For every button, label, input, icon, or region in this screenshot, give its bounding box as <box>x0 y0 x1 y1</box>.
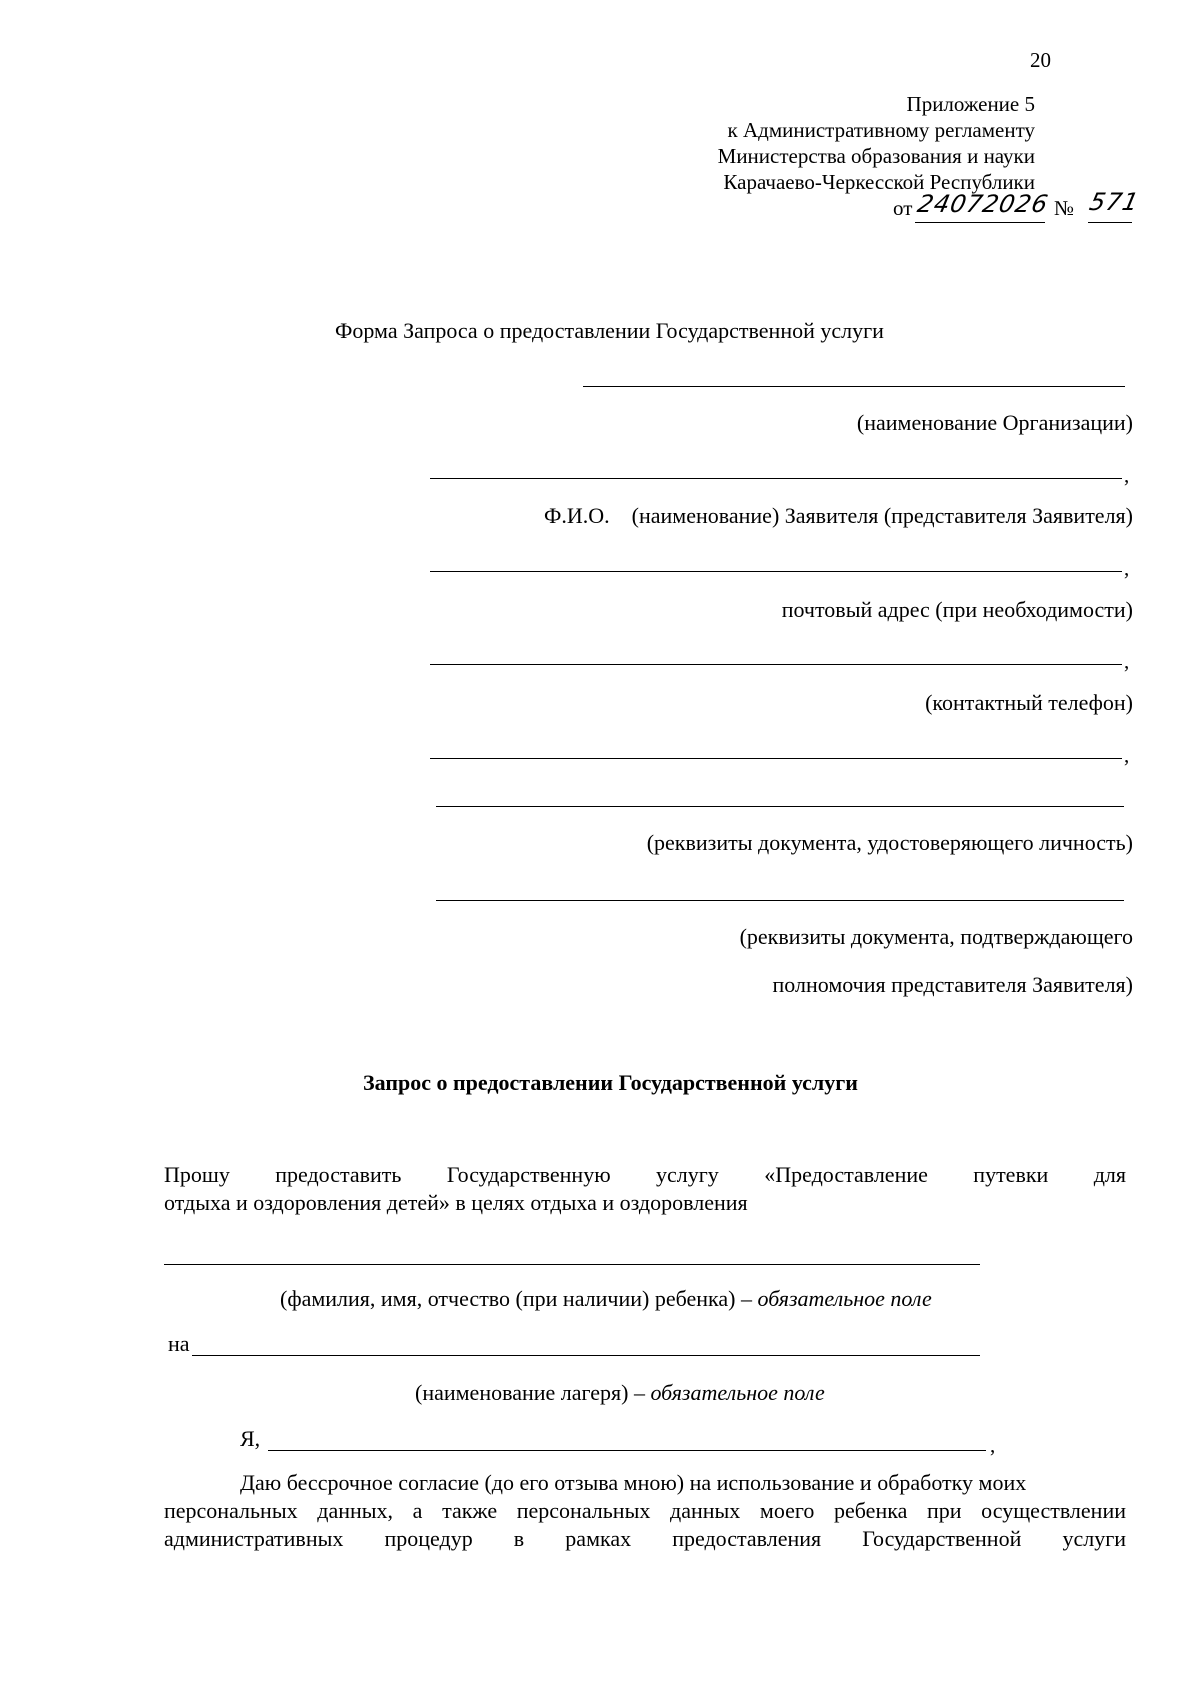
form-title: Форма Запроса о предоставлении Государственной услуги <box>335 318 884 343</box>
appendix-line-4: Карачаево-Черкесской Республики <box>723 170 1035 194</box>
ya-comma: , <box>990 1433 996 1457</box>
appendix-line-3: Министерства образования и науки <box>717 144 1035 168</box>
child-name-line[interactable] <box>164 1264 980 1265</box>
postal-comma: , <box>1124 556 1130 580</box>
camp-line[interactable] <box>192 1355 980 1356</box>
authority-doc-label-2: полномочия представителя Заявителя) <box>772 972 1133 997</box>
appendix-number-handwritten: 571 <box>1087 188 1142 216</box>
appendix-date-handwritten: 24072026 <box>915 190 1052 218</box>
applicant-comma: , <box>1124 463 1130 487</box>
child-name-label <box>280 1286 932 1312</box>
page-number: 20 <box>1030 48 1051 72</box>
ya-prefix: Я, <box>240 1426 261 1451</box>
ya-line[interactable] <box>268 1450 986 1451</box>
identity-doc-label: (реквизиты документа, удостоверяющего личность) <box>646 830 1133 855</box>
appendix-line-2: к Административному регламенту <box>727 118 1035 142</box>
consent-line-2: персональных данных, а также персональных данных моего ребенка при осуществлении <box>164 1498 1126 1523</box>
extra-comma: , <box>1124 743 1130 767</box>
extra-line[interactable] <box>430 758 1122 759</box>
applicant-label: Ф.И.О. (наименование) Заявителя (представителя Заявителя) <box>544 503 1133 528</box>
appendix-line-1: Приложение 5 <box>906 92 1035 116</box>
phone-line[interactable] <box>430 664 1122 665</box>
consent-line-1: Даю бессрочное согласие (до его отзыва мною) на использование и обработку моих <box>240 1470 1027 1495</box>
authority-doc-line[interactable] <box>436 900 1124 901</box>
organization-label: (наименование Организации) <box>856 410 1133 435</box>
child-name-label-text: (фамилия, имя, отчество (при наличии) ребенка) – <box>280 1286 752 1311</box>
applicant-line[interactable] <box>430 478 1122 479</box>
consent-line-3: административных процедур в рамках предоставления Государственной услуги <box>164 1526 1126 1551</box>
identity-doc-line[interactable] <box>436 806 1124 807</box>
phone-comma: , <box>1124 649 1130 673</box>
request-paragraph-line-1: Прошу предоставить Государственную услугу «Предоставление путевки для <box>164 1162 1126 1187</box>
phone-label: (контактный телефон) <box>925 690 1133 715</box>
camp-label-text: (наименование лагеря) – <box>415 1380 645 1405</box>
child-required-note: обязательное поле <box>757 1286 932 1311</box>
camp-required-note: обязательное поле <box>650 1380 825 1405</box>
request-paragraph-line-2: отдыха и оздоровления детей» в целях отдыха и оздоровления <box>164 1190 748 1215</box>
authority-doc-label-1: (реквизиты документа, подтверждающего <box>739 924 1133 949</box>
na-prefix: на <box>168 1331 190 1356</box>
appendix-number-prefix: № <box>1054 196 1075 220</box>
appendix-date-prefix: от <box>893 196 913 220</box>
camp-label <box>415 1380 825 1406</box>
number-underline <box>1088 222 1132 223</box>
request-title: Запрос о предоставлении Государственной услуги <box>363 1070 858 1095</box>
date-underline <box>915 222 1045 223</box>
organization-line[interactable] <box>583 386 1125 387</box>
postal-address-line[interactable] <box>430 571 1122 572</box>
postal-address-label: почтовый адрес (при необходимости) <box>781 597 1133 622</box>
